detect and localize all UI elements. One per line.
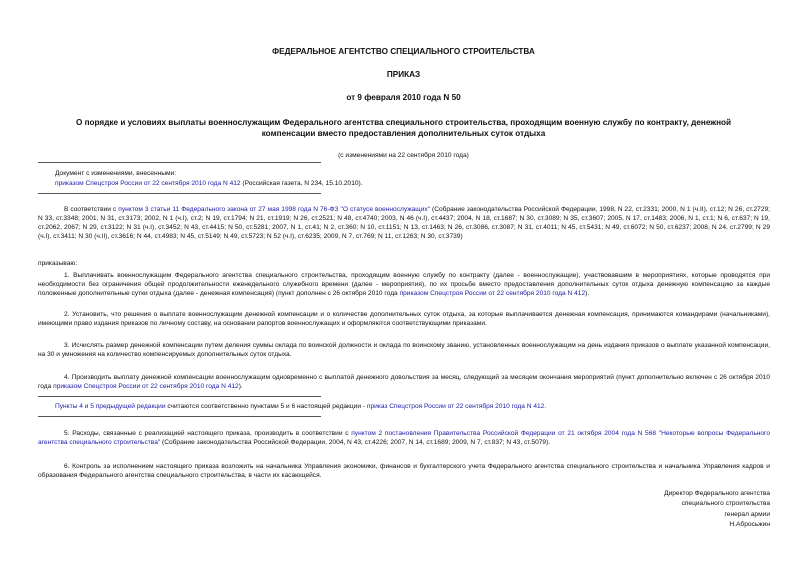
signature-title: Директор Федерального агентства <box>664 490 770 497</box>
preamble-text-cont: (Собрание законодательства Российской Федерации, 1998, N 22, ст.2331; 2000, N 1 (ч.II), ст.12; N 26, ст.2729; N 33, ст.3348; 2001, N 31, ст.3173; 2002, N 1 (ч.I), ст.2; N 19, ст.1794; N 21, ст.1919; N 26, ст.2521; N 48, ст.4740; 2003, N 46 (ч.I), ст.4437; 2004, N 18, ст.1687; N 30, ст.3089; N 35, ст.3607; 2005, N 17, ст.1483; 2006, N 1, ст.1; N 6, ст.637; N 19, ст.2062, 2067; N 29, ст.3122; N 31 (ч.I), ст.3452; N 43, ст.4415; N 50, ст.5281; 2007, N 1, ст.41; N 2, ст.360; N 10, ст.1151; N 13, ст.1463; N 26, ст.3086, ст.3087; N 31, ст.4011; N 45, ст.5431; N 49, ст.6072; N 50, ст.6237; 2008, N 24, ст.2799; N 29 (ч.I), ст.3411; N 30 (ч.II), ст.3616; N 44, ст.4983; N 45, ст.5149; N 49, ст.5723; N 52 (ч.I), ст.6235; 2009, N 7, ст.769; N 11, ст.1263; N 30, ст.3739) <box>38 206 770 240</box>
item-6: 6. Контроль за исполнением настоящего приказа возложить на начальника Управления экономики, финансов и бухгалтерского учета Федерального агентства специального строительства и начальника Управления кадров и образования Федерального агентства специального строительства, в части их касающейся. <box>38 463 770 479</box>
amendment-link[interactable]: приказом Спецстроя России от 22 сентября 2010 года N 412 <box>55 180 241 187</box>
item-5-source: (Собрание законодательства Российской Федерации, 2004, N 43, ст.4226; 2007, N 14, ст.1689; 2009, N 7, ст.837; N 43, ст.5079). <box>160 438 551 446</box>
item-4-end: ). <box>238 382 243 390</box>
item-4-link[interactable]: приказом Спецстроя России от 22 сентября 2010 года N 412 <box>53 382 239 390</box>
item-1-link[interactable]: приказом Спецстроя России от 22 сентября 2010 года N 412 <box>399 289 586 297</box>
renumber-text: считаются соответственно пунктами 5 и 6 настоящей редакции - <box>165 403 367 410</box>
item-1 <box>38 272 770 299</box>
item-4-text: 4. Производить выплату денежной компенсации военнослужащим одновременно с выплатой денежного довольствия за месяц, следующий за месяцем окончания мероприятий (пункт дополнительно включен с 26 октября 2010 года <box>38 374 770 390</box>
doc-title: О порядке и условиях выплаты военнослужащим Федерального агентства специального строительства, проходящим военную службу по контракту, денежной компенсации вместо предоставления дополнительных суток отдыха <box>75 118 732 138</box>
renumber-note <box>55 403 546 412</box>
signature-rank: генерал армии <box>724 510 770 518</box>
item-1-text: 1. Выплачивать военнослужащим Федерального агентства специального строительства, проходящим военную службу по контракту (далее - военнослужащие), участвовавшим в мероприятиях, которые проводятся при необходимости без ограничения общей продолжительности еженедельного служебного времени (далее - мероприятия), по их просьбе вместо предоставления дополнительных суток отдыха денежную компенсацию за каждые положенные дополнительные сутки отдыха (далее - денежная компенсация) <box>38 272 770 297</box>
renumber-order-link[interactable]: приказ Спецстроя России от 22 сентября 2010 года N 412 <box>366 403 545 410</box>
signature-block <box>570 489 770 531</box>
agency-heading: ФЕДЕРАЛЬНОЕ АГЕНТСТВО СПЕЦИАЛЬНОГО СТРОИТЕЛЬСТВА <box>272 47 535 56</box>
changes-label: Документ с изменениями, внесенными: <box>55 170 177 177</box>
changes-line <box>55 180 363 189</box>
divider <box>38 416 321 417</box>
item-3: 3. Исчислять размер денежной компенсации путем деления суммы оклада по воинской должности и оклада по воинскому званию, установленных военнослужащим на день издания приказов о выплате указанной компенсации, на 30 и умножения на количество компенсируемых дополнительных суток отдыха. <box>38 342 770 358</box>
doc-date: от 9 февраля 2010 года N 50 <box>346 93 461 102</box>
preamble-text: В соответствии с <box>64 206 119 213</box>
renumber-end: . <box>544 403 547 410</box>
signature-name: Н.Абросьжин <box>729 521 770 529</box>
divider <box>38 396 321 397</box>
previous-edition-link[interactable]: Пункты 4 и 5 предыдущей редакции <box>55 403 166 410</box>
divider <box>38 162 321 163</box>
item-5 <box>38 430 770 448</box>
doc-type-heading: ПРИКАЗ <box>386 70 421 79</box>
item-1-end: ). <box>585 289 590 297</box>
preamble-paragraph <box>38 206 770 242</box>
item-1-note: (пункт дополнен с 26 октября 2010 года <box>274 289 400 297</box>
federal-law-link[interactable]: пунктом 3 статьи 11 Федерального закона от 27 мая 1998 года N 76-ФЗ "О статусе военнослужащих" <box>118 206 431 213</box>
amend-note: (с изменениями на 22 сентября 2010 года) <box>338 152 469 159</box>
item-2: 2. Установить, что решения о выплате военнослужащим денежной компенсации и о количестве дополнительных суток отдыха, за которые выплачивается денежная компенсация, принимаются командирами (начальниками), имеющими право издания приказов по личному составу, на основании рапортов военнослужащих и оформляются соответствующими приказами. <box>38 311 770 327</box>
item-4 <box>38 374 770 392</box>
changes-source: (Российская газета, N 234, 15.10.2010). <box>240 180 363 187</box>
order-word: приказываю: <box>38 260 78 267</box>
signature-org: специального строительства <box>681 500 770 508</box>
item-5-text: 5. Расходы, связанные с реализацией настоящего приказа, производить в соответствии с <box>64 430 352 437</box>
government-decree-link[interactable]: пунктом 2 постановления Правительства Российской Федерации от 21 октября 2004 года N 568 "Некоторые вопросы Федерального агентства специального строительства" <box>38 430 770 446</box>
divider <box>38 193 321 194</box>
